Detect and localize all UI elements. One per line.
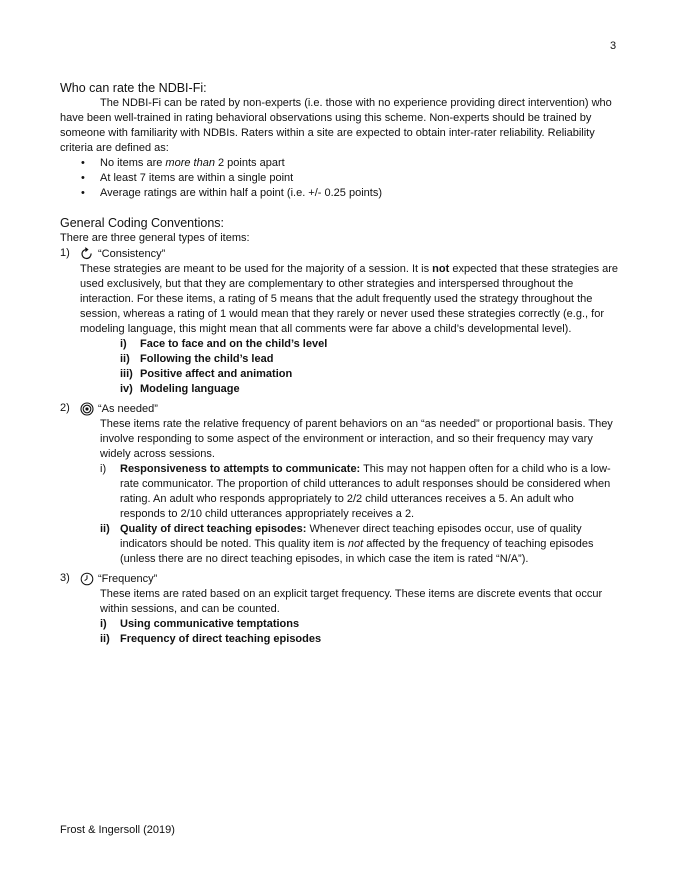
list-item: ii) Frequency of direct teaching episodes <box>100 633 322 645</box>
refresh-icon <box>80 247 94 261</box>
rater-paragraph: The NDBI-Fi can be rated by non-experts (i.e. those with no experience providing direct intervention) who have been well-trained in rating behavioral observations using this scheme. Non-experts should be trained by someone with familiarity with NDBIs. Raters within a site are expected to obtain inter-rater reliability. Reliability criteria are defined as: <box>60 97 612 154</box>
reliability-criteria-list <box>60 156 620 201</box>
clock-icon <box>80 572 94 586</box>
list-item: iii) Positive affect and animation <box>120 368 293 380</box>
list-item: iv) Modeling language <box>120 383 240 395</box>
list-item: i) Responsiveness to attempts to communicate: This may not happen often for a child who is a low-rate communicator. The proportion of child utterances to adult responses should be considered when rating. An adult who responds appropriately to 2/2 child utterances receives a 5. An adult who responds to 2/10 child utterances appropriately receives a 2. <box>100 463 611 520</box>
as-needed-label: “As needed” <box>98 402 158 415</box>
list-item: i) Face to face and on the child’s level <box>120 338 328 350</box>
as-needed-description: These items rate the relative frequency of parent behaviors on an “as needed” or proportional basis. They involve responding to some aspect of the environment or interaction, and so their frequency may vary widely across sessions. <box>100 418 613 460</box>
consistency-description: These strategies are meant to be used for the majority of a session. It is not expected that these strategies are used exclusively, but that they are complementary to other strategies and interspersed throughout the interaction. For these items, a rating of 5 means that the adult frequently used the strategy throughout the session, whereas a rating of 1 would mean that they rarely or never used these strategies correctly (e.g., for modeling language, this might mean that all comments were far above a child’s developmental level). <box>80 263 619 335</box>
list-item: • No items are more than 2 points apart <box>100 156 620 171</box>
consistency-label: “Consistency” <box>98 247 166 260</box>
list-item: • At least 7 items are within a single point <box>100 171 620 186</box>
as-needed-items <box>100 462 620 567</box>
item-as-needed: 2) “As needed” These items rate the relative frequency of parent behaviors on an “as needed” or proportional basis. They involve responding to some aspect of the environment or interaction, and so their frequency may vary widely across sessions. i) Responsiveness to attempts to communicate: This may not happen often for a child who is a low-rate communicator. The proportion of child utterances to adult responses should be considered when rating. An adult who responds appropriately to 2/2 child utterances receives a 5. An adult who responds to 2/10 child utterances appropriately receives a 2. ii) Quality of direct teaching episodes: Whenever direct teaching episodes occur, use of quality indicators should be noted. This quality item is not affected by the frequency of teaching episodes (unless there are no direct teaching episodes, in which case the item is rated “N/A”). <box>60 401 620 567</box>
coding-conventions-heading: General Coding Conventions: <box>60 216 224 230</box>
frequency-label: “Frequency” <box>98 572 158 585</box>
list-item: ii) Following the child’s lead <box>120 353 274 365</box>
footer-citation: Frost & Ingersoll (2019) <box>60 824 175 836</box>
coding-intro: There are three general types of items: <box>60 232 250 244</box>
list-item: i) Using communicative temptations <box>100 618 300 630</box>
item-consistency: 1) “Consistency” These strategies are meant to be used for the majority of a session. It is not expected that these strategies are used exclusively, but that they are complementary to other strategies and interspersed throughout the interaction. For these items, a rating of 5 means that the adult frequently used the strategy throughout the session, whereas a rating of 1 would mean that they rarely or never used these strategies correctly (e.g., for modeling language, this might mean that all comments were far above a child’s developmental level). i) Face to face and on the child’s level ii) Following the child’s lead iii) Positive affect and animation iv) Modeling language <box>60 247 619 395</box>
rater-heading: Who can rate the NDBI-Fi: <box>60 81 207 95</box>
target-icon <box>80 402 94 416</box>
list-item: • Average ratings are within half a point (i.e. +/- 0.25 points) <box>100 186 620 201</box>
page-content <box>60 80 620 647</box>
page-number: 3 <box>610 40 617 52</box>
item-frequency: 3) “Frequency” These items are rated based on an explicit target frequency. These items are discrete events that occur within sessions, and can be counted. i) Using communicative temptations ii) Frequency of direct teaching episodes <box>60 571 620 647</box>
frequency-description: These items are rated based on an explicit target frequency. These items are discrete events that occur within sessions, and can be counted. <box>100 588 603 615</box>
consistency-items <box>120 337 620 397</box>
list-item: ii) Quality of direct teaching episodes: Whenever direct teaching episodes occur, use of quality indicators should be noted. This quality item is not affected by the frequency of teaching episodes (unless there are no direct teaching episodes, in which case the item is rated “N/A”). <box>100 523 594 565</box>
frequency-items <box>100 617 620 647</box>
